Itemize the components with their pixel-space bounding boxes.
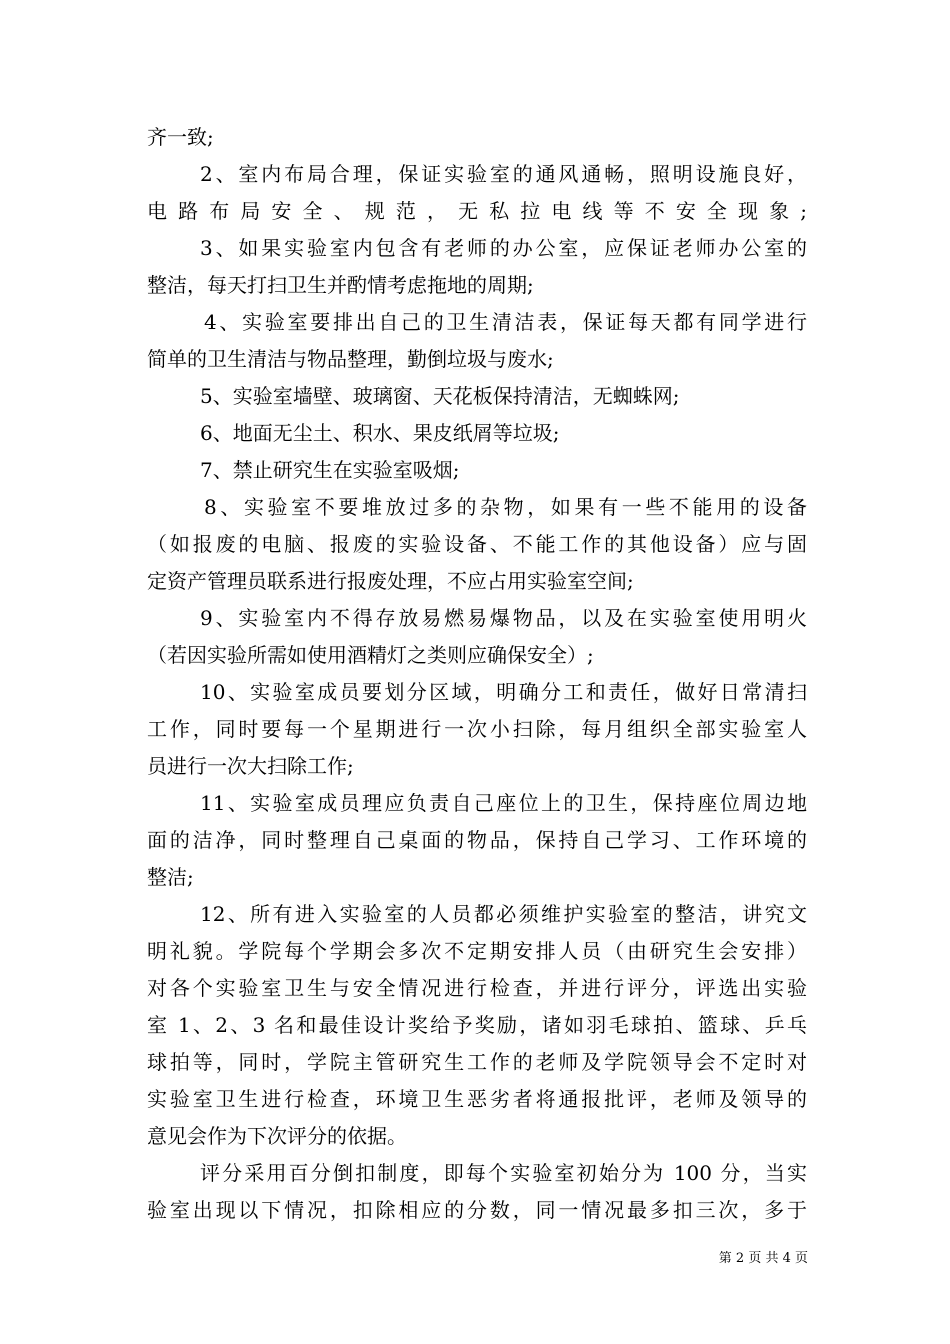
body-text-line: 9、实验室内不得存放易燃易爆物品，以及在实验室使用明火: [200, 606, 807, 630]
body-text-line: 11、实验室成员理应负责自己座位上的卫生，保持座位周边地: [200, 791, 807, 815]
body-text-line: 评分采用百分倒扣制度，即每个实验室初始分为 100 分，当实: [200, 1161, 807, 1185]
body-text-line: 球拍等，同时，学院主管研究生工作的老师及学院领导会不定时对: [147, 1050, 807, 1074]
body-text-line: 定资产管理员联系进行报废处理，不应占用实验室空间;: [147, 569, 634, 593]
body-text-line: 3、如果实验室内包含有老师的办公室，应保证老师办公室的: [200, 236, 807, 260]
body-text-line: 实验室卫生进行检查，环境卫生恶劣者将通报批评，老师及领导的: [147, 1087, 807, 1111]
body-text-line: （若因实验所需如使用酒精灯之类则应确保安全）;: [147, 643, 594, 667]
body-text-line: 8、实验室不要堆放过多的杂物，如果有一些不能用的设备: [204, 495, 807, 519]
body-text-line: 意见会作为下次评分的依据。: [147, 1124, 407, 1148]
body-text-line: 整洁，每天打扫卫生并酌情考虑拖地的周期;: [147, 273, 534, 297]
body-text-line: 齐一致;: [147, 125, 214, 149]
body-text-line: 对各个实验室卫生与安全情况进行检查，并进行评分，评选出实验: [147, 976, 807, 1000]
body-text-line: 7、禁止研究生在实验室吸烟;: [200, 458, 460, 482]
body-text-line: 员进行一次大扫除工作;: [147, 754, 354, 778]
body-text-line: 工作，同时要每一个星期进行一次小扫除，每月组织全部实验室人: [147, 717, 807, 741]
body-text-line: 面的洁净，同时整理自己桌面的物品，保持自己学习、工作环境的: [147, 828, 807, 852]
body-text-line: 6、地面无尘土、积水、果皮纸屑等垃圾;: [200, 421, 560, 445]
page-number: 第 2 页 共 4 页: [718, 1251, 808, 1266]
body-text-line: 明礼貌。学院每个学期会多次不定期安排人员（由研究生会安排）: [147, 939, 807, 963]
body-text-line: 整洁;: [147, 865, 194, 889]
body-text-line: 室 1、2、3 名和最佳设计奖给予奖励，诸如羽毛球拍、篮球、乒乓: [147, 1013, 807, 1037]
body-text-line: 4、实验室要排出自己的卫生清洁表，保证每天都有同学进行: [204, 310, 807, 334]
body-text-line: 2、室内布局合理，保证实验室的通风通畅，照明设施良好，: [200, 162, 807, 186]
body-text-line: 简单的卫生清洁与物品整理，勤倒垃圾与废水;: [147, 347, 554, 371]
body-text-line: 电路布局安全、规范，无私拉电线等不安全现象;: [147, 199, 807, 223]
body-text-line: 验室出现以下情况，扣除相应的分数，同一情况最多扣三次，多于: [147, 1198, 807, 1222]
body-text-line: 10、实验室成员要划分区域，明确分工和责任，做好日常清扫: [200, 680, 807, 704]
body-text-line: 5、实验室墙壁、玻璃窗、天花板保持清洁，无蜘蛛网;: [200, 384, 680, 408]
body-text-line: 12、所有进入实验室的人员都必须维护实验室的整洁，讲究文: [200, 902, 807, 926]
body-text-line: （如报废的电脑、报废的实验设备、不能工作的其他设备）应与固: [147, 532, 807, 556]
